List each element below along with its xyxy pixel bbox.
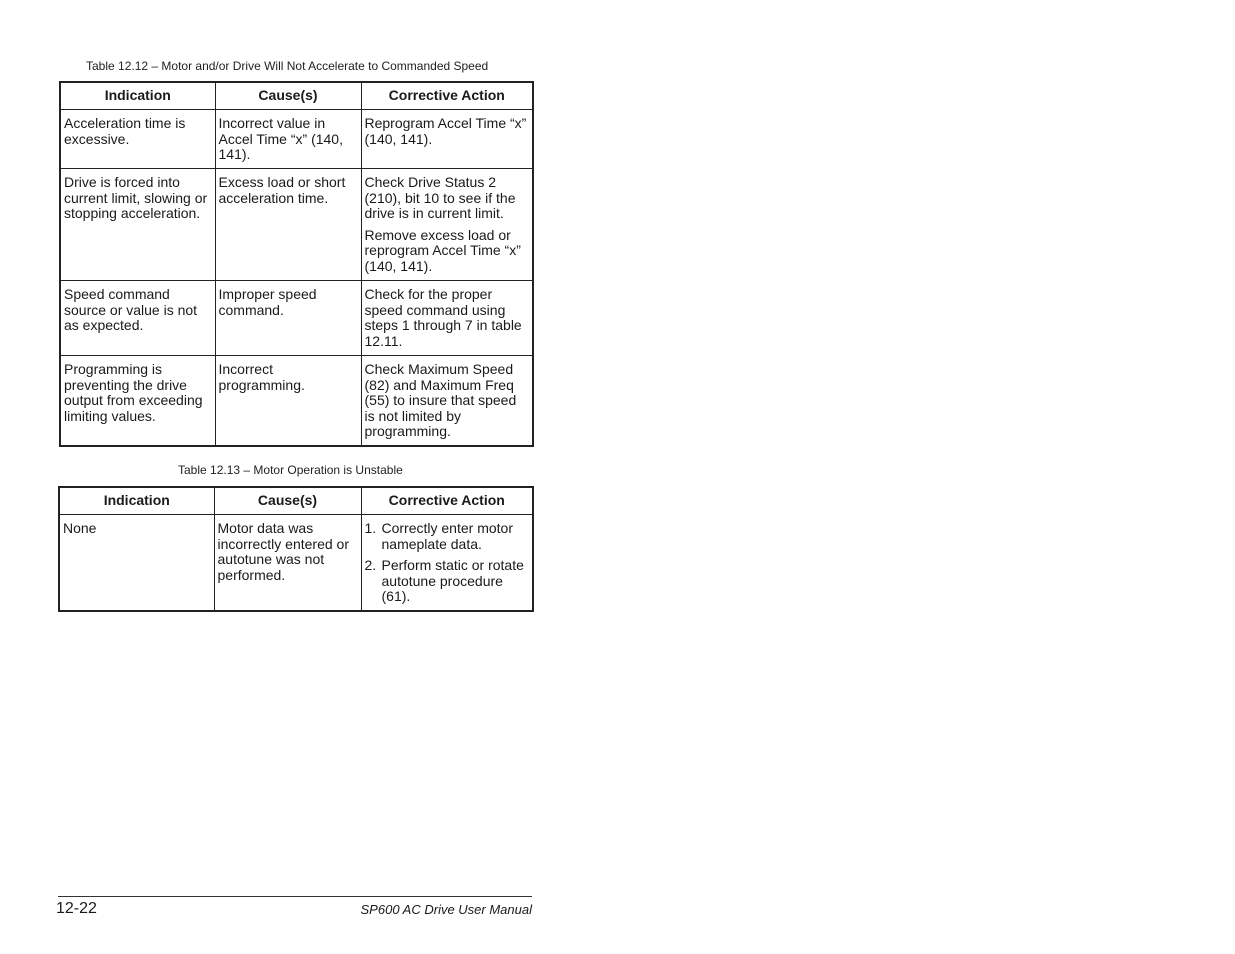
action-text: Check Drive Status 2 (210), bit 10 to see if the drive is in current limit.: [364, 174, 516, 222]
column-header-corrective-action: Corrective Action: [361, 487, 533, 515]
cause-cell: Incorrect programming.: [215, 356, 361, 447]
indication-cell: Speed command source or value is not as expected.: [60, 281, 215, 356]
manual-title: SP600 AC Drive User Manual: [360, 902, 532, 917]
step-number: 1.: [364, 520, 377, 536]
action-text: Check for the proper speed command using steps 1 through 7 in table 12.11.: [364, 286, 522, 349]
troubleshooting-table-accelerate: [59, 81, 534, 447]
troubleshooting-table-unstable: [58, 486, 534, 612]
corrective-action-cell: [361, 169, 533, 281]
table-row: [60, 356, 533, 447]
indication-cell: Drive is forced into current limit, slowing or stopping acceleration.: [60, 169, 215, 281]
column-header-causes: Cause(s): [214, 487, 361, 515]
corrective-action-cell: [361, 281, 533, 356]
table-caption: Table 12.13 – Motor Operation is Unstable: [178, 463, 403, 477]
indication-cell: Programming is preventing the drive output from exceeding limiting values.: [60, 356, 215, 447]
step-text: Correctly enter motor nameplate data.: [381, 520, 513, 552]
action-steps-list: [365, 521, 530, 605]
corrective-action-cell: [361, 110, 533, 169]
indication-cell: None: [59, 515, 214, 612]
table-header-row: [60, 82, 533, 110]
table-row: [60, 169, 533, 281]
corrective-action-cell: [361, 515, 533, 612]
column-header-indication: Indication: [59, 487, 214, 515]
table-row: [60, 110, 533, 169]
cause-cell: Incorrect value in Accel Time “x” (140, 141).: [215, 110, 361, 169]
step-number: 2.: [364, 557, 377, 574]
action-step: [365, 521, 530, 552]
table-row: [59, 515, 533, 612]
table-row: [60, 281, 533, 356]
footer-divider: [58, 896, 532, 897]
corrective-action-cell: [361, 356, 533, 447]
column-header-corrective-action: Corrective Action: [361, 82, 533, 110]
action-step: [365, 558, 530, 605]
table-caption: Table 12.12 – Motor and/or Drive Will Not Accelerate to Commanded Speed: [86, 59, 489, 73]
page-number: 12-22: [56, 900, 97, 917]
step-text: Perform static or rotate autotune procedure (61).: [381, 557, 524, 605]
action-text: Check Maximum Speed (82) and Maximum Freq (55) to insure that speed is not limited by programming.: [364, 361, 517, 440]
cause-cell: Motor data was incorrectly entered or autotune was not performed.: [214, 515, 361, 612]
indication-cell: Acceleration time is excessive.: [60, 110, 215, 169]
column-header-causes: Cause(s): [215, 82, 361, 110]
table-header-row: [59, 487, 533, 515]
action-text: Remove excess load or reprogram Accel Time “x” (140, 141).: [364, 226, 521, 274]
cause-cell: Improper speed command.: [215, 281, 361, 356]
action-text: Reprogram Accel Time “x” (140, 141).: [364, 115, 527, 147]
column-header-indication: Indication: [60, 82, 215, 110]
cause-cell: Excess load or short acceleration time.: [215, 169, 361, 281]
